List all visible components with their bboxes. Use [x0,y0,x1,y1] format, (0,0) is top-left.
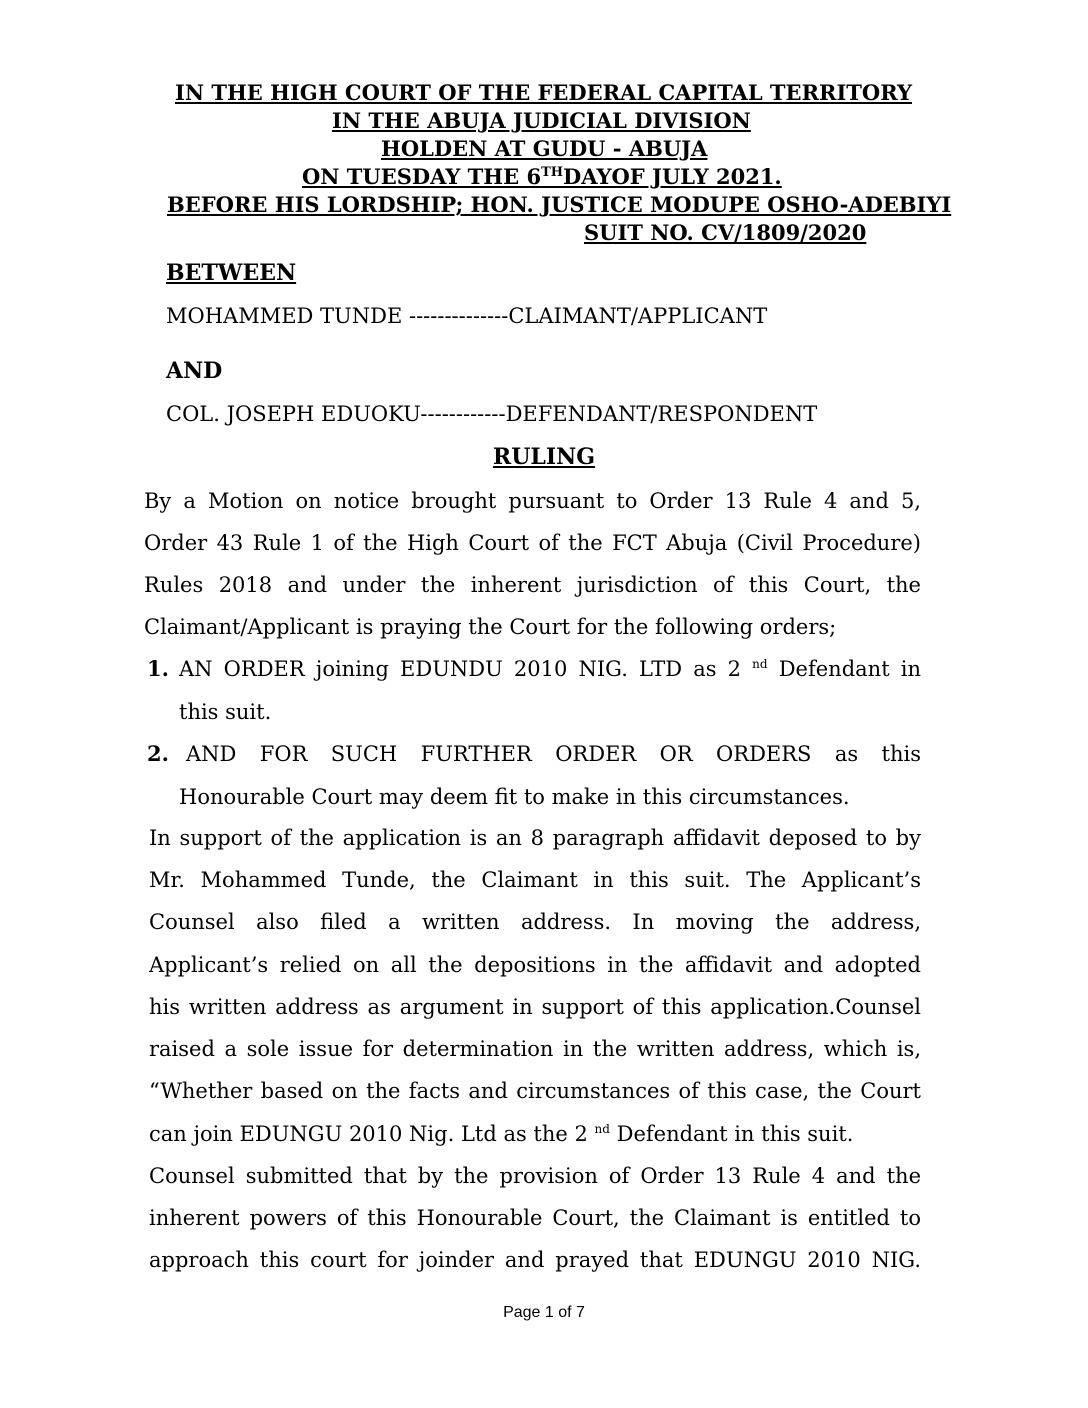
para2-line: Mr. Mohammed Tunde, the Claimant in this suit. The Applicant’s [149,868,921,892]
para3-line: approach this court for joinder and prayed that EDUNGU 2010 NIG. [149,1248,921,1272]
defendant-line [166,402,817,426]
para2-last-sup: nd [594,1122,610,1136]
order-2-line-2: Honourable Court may deem fit to make in this circumstances. [179,785,850,809]
order-number-2: 2. [147,741,169,766]
para1-line: By a Motion on notice brought pursuant to Order 13 Rule 4 and 5, [144,489,921,513]
judicial-division: IN THE ABUJA JUDICIAL DIVISION [332,108,751,133]
order-1-line [179,654,921,684]
defendant-dashes: ------------ [420,402,506,426]
and-label: AND [166,358,223,384]
para3-line: Counsel submitted that by the provision of Order 13 Rule 4 and the [149,1164,921,1188]
para2-line: Applicant’s relied on all the depositions in the affidavit and adopted [149,953,921,977]
para2-line: his written address as argument in support of this application.Counsel [149,995,921,1019]
suit-number: SUIT NO. CV/1809/2020 [584,220,867,245]
claimant-role: CLAIMANT/APPLICANT [508,304,768,328]
claimant-dashes: -------------- [408,304,509,328]
court-location: HOLDEN AT GUDU - ABUJA [381,136,708,161]
claimant-line [166,304,767,328]
para1-line: Claimant/Applicant is praying the Court for the following orders; [144,615,837,639]
presiding-judge: BEFORE HIS LORDSHIP; HON. JUSTICE MODUPE OSHO-ADEBIYI [167,192,952,217]
ruling-date [302,164,782,189]
page-number: Page 1 of 7 [503,1304,585,1321]
defendant-role: DEFENDANT/RESPONDENT [505,402,818,426]
ruling-title: RULING [492,444,596,470]
para3-line: inherent powers of this Honourable Court, the Claimant is entitled to [149,1206,921,1230]
order-1-pre: AN ORDER joining EDUNDU 2010 NIG. LTD as 2 [179,657,753,681]
para2-line: raised a sole issue for determination in the written address, which is, [149,1037,921,1061]
order-1-sup: nd [752,657,768,671]
order-1-post: Defendant in [767,657,922,681]
para2-line: “Whether based on the facts and circumstances of this case, the Court [149,1079,921,1103]
ruling-date-pre: ON TUESDAY THE 6 [302,164,542,189]
para2-last-pre: can join EDUNGU 2010 Nig. Ltd as the 2 [149,1122,595,1146]
ruling-date-sup: TH [541,165,564,180]
order-number-1: 1. [147,656,169,681]
order-2-line: AND FOR SUCH FURTHER ORDER OR ORDERS as this [186,742,921,766]
court-name: IN THE HIGH COURT OF THE FEDERAL CAPITAL TERRITORY [175,80,913,105]
para1-line: Order 43 Rule 1 of the High Court of the FCT Abuja (Civil Procedure) [144,531,921,555]
para2-line-last [149,1119,921,1149]
ruling-date-post: DAYOF JULY 2021. [563,164,782,189]
para2-last-post: Defendant in this suit. [609,1122,854,1146]
para2-line: In support of the application is an 8 paragraph affidavit deposed to by [149,826,921,850]
para1-line: Rules 2018 and under the inherent jurisdiction of this Court, the [144,573,921,597]
para2-line: Counsel also filed a written address. In moving the address, [149,910,921,934]
order-1-line-2: this suit. [179,700,272,724]
defendant-name: COL. JOSEPH EDUOKU [166,402,421,426]
claimant-name: MOHAMMED TUNDE [166,304,403,328]
between-label: BETWEEN [166,260,297,286]
